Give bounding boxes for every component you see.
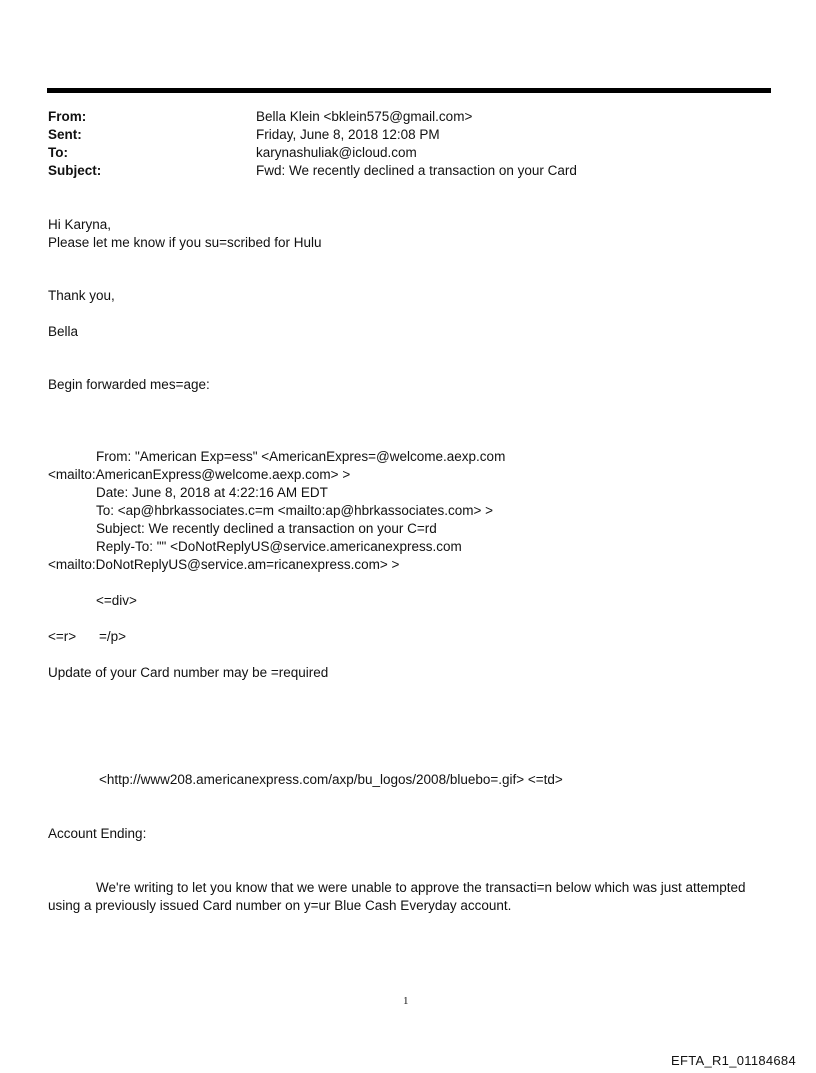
paragraph-line-2: using a previously issued Card number on y=ur Blue Cash Everyday account.: [48, 898, 512, 913]
greeting: Hi Karyna,: [48, 217, 112, 232]
page-number: 1: [403, 995, 409, 1007]
thanks: Thank you,: [48, 288, 115, 303]
div-tag: <=div>: [96, 593, 137, 608]
fwd-subject: Subject: We recently declined a transaction on your C=rd: [96, 521, 437, 536]
update-line: Update of your Card number may be =required: [48, 665, 329, 680]
to-value: karynashuliak@icloud.com: [256, 145, 417, 160]
fwd-reply-mailto: <mailto:DoNotReplyUS@service.am=ricanexpress.com> >: [48, 557, 400, 572]
r-tag: <=r>: [48, 629, 77, 644]
paragraph-line-1: We're writing to let you know that we were unable to approve the transacti=n below which was just attempted: [96, 880, 746, 895]
from-label: From:: [48, 109, 87, 124]
header-rule: [47, 88, 771, 93]
fwd-from-mailto: <mailto:AmericanExpress@welcome.aexp.com> >: [48, 467, 351, 482]
from-value: Bella Klein <bklein575@gmail.com>: [256, 109, 473, 124]
subject-label: Subject:: [48, 163, 102, 178]
body-line-1: Please let me know if you su=scribed for Hulu: [48, 235, 322, 250]
account-ending: Account Ending:: [48, 826, 147, 841]
p-tag: =/p>: [99, 629, 127, 644]
sent-label: Sent:: [48, 127, 82, 142]
logo-url: <http://www208.americanexpress.com/axp/bu_logos/2008/bluebo=.gif> <=td>: [99, 772, 563, 787]
signature: Bella: [48, 324, 79, 339]
forward-intro: Begin forwarded mes=age:: [48, 377, 210, 392]
to-label: To:: [48, 145, 68, 160]
subject-value: Fwd: We recently declined a transaction on your Card: [256, 163, 577, 178]
document-id: EFTA_R1_01184684: [670, 1053, 796, 1068]
fwd-from: From: "American Exp=ess" <AmericanExpres=@welcome.aexp.com: [96, 449, 506, 464]
fwd-to: To: <ap@hbrkassociates.c=m <mailto:ap@hbrkassociates.com> >: [96, 503, 493, 518]
fwd-reply-to: Reply-To: "" <DoNotReplyUS@service.americanexpress.com: [96, 539, 462, 554]
sent-value: Friday, June 8, 2018 12:08 PM: [256, 127, 440, 142]
fwd-date: Date: June 8, 2018 at 4:22:16 AM EDT: [96, 485, 328, 500]
